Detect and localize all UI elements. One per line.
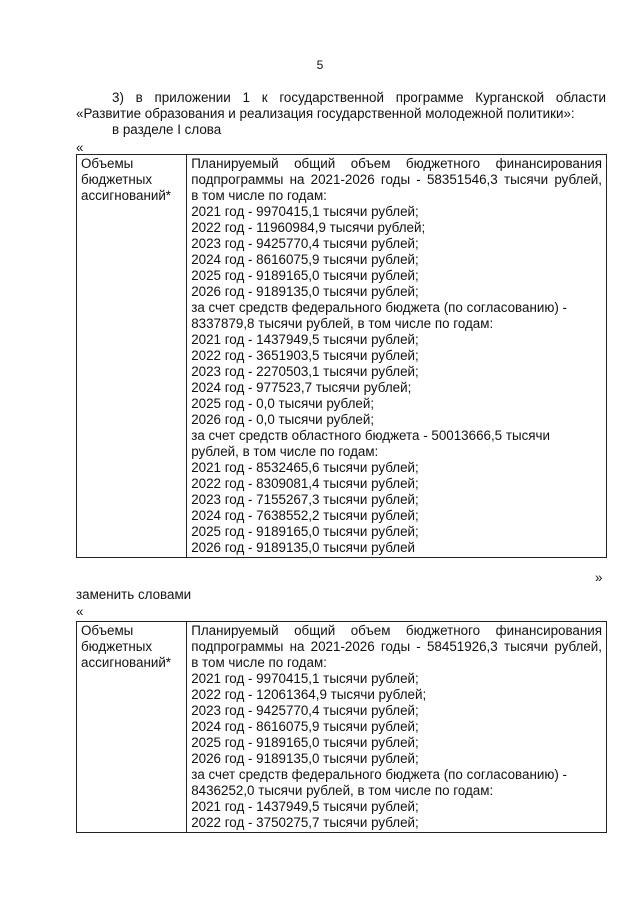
value-line: 2022 год - 3750275,7 тысячи рублей; bbox=[191, 815, 419, 830]
label-line: бюджетных bbox=[81, 639, 153, 654]
label-cell bbox=[77, 155, 187, 558]
table-row bbox=[77, 155, 607, 558]
value-line: 2024 год - 8616075,9 тысячи рублей; bbox=[191, 252, 419, 267]
value-line: 2024 год - 977523,7 тысячи рублей; bbox=[191, 380, 412, 395]
value-line: Планируемый общий объем бюджетного финансирования bbox=[191, 623, 602, 638]
old-budget-table bbox=[76, 154, 607, 558]
value-line: 2025 год - 9189165,0 тысячи рублей; bbox=[191, 268, 419, 283]
intro-line-1: 3) в приложении 1 к государственной программе Курганской области bbox=[112, 90, 606, 105]
value-line: 2022 год - 3651903,5 тысячи рублей; bbox=[191, 348, 419, 363]
replace-instruction: заменить словами bbox=[76, 587, 192, 602]
new-budget-table bbox=[76, 621, 607, 833]
value-line: подпрограммы на 2021-2026 годы - 58351546,3 тысячи рублей, bbox=[191, 172, 602, 187]
value-cell bbox=[187, 622, 607, 833]
value-line: 2023 год - 2270503,1 тысячи рублей; bbox=[191, 364, 419, 379]
value-line: подпрограммы на 2021-2026 годы - 58451926,3 тысячи рублей, bbox=[191, 639, 602, 654]
table-row bbox=[77, 622, 607, 833]
value-line: 8337879,8 тысячи рублей, в том числе по годам: bbox=[191, 316, 494, 331]
intro-line-3: в разделе I слова bbox=[112, 122, 222, 137]
label-line: бюджетных bbox=[81, 172, 153, 187]
label-line: Объемы bbox=[81, 156, 134, 171]
value-line: 2024 год - 8616075,9 тысячи рублей; bbox=[191, 719, 419, 734]
value-line: 2026 год - 0,0 тысячи рублей; bbox=[191, 412, 375, 427]
value-line: 2024 год - 7638552,2 тысячи рублей; bbox=[191, 508, 419, 523]
label-line: Объемы bbox=[81, 623, 134, 638]
value-line: 2021 год - 9970415,1 тысячи рублей; bbox=[191, 671, 419, 686]
intro-line-2: «Развитие образования и реализация государственной молодежной политики»: bbox=[76, 106, 575, 121]
value-line: за счет средств федерального бюджета (по согласованию) - bbox=[191, 300, 567, 315]
value-line: 2026 год - 9189135,0 тысячи рублей bbox=[191, 540, 416, 555]
open-quote-2: « bbox=[76, 604, 84, 619]
close-quote: » bbox=[595, 570, 603, 585]
value-line: 2025 год - 9189165,0 тысячи рублей; bbox=[191, 735, 419, 750]
value-line: 2023 год - 9425770,4 тысячи рублей; bbox=[191, 236, 419, 251]
value-line: 2023 год - 9425770,4 тысячи рублей; bbox=[191, 703, 419, 718]
value-cell bbox=[187, 155, 607, 558]
value-line: 2026 год - 9189135,0 тысячи рублей; bbox=[191, 751, 419, 766]
value-line: 2022 год - 12061364,9 тысячи рублей; bbox=[191, 687, 427, 702]
value-line: 2021 год - 1437949,5 тысячи рублей; bbox=[191, 332, 419, 347]
value-line: за счет средств областного бюджета - 50013666,5 тысячи bbox=[191, 428, 551, 443]
label-line: ассигнований* bbox=[81, 188, 172, 203]
value-line: 2022 год - 11960984,9 тысячи рублей; bbox=[191, 220, 426, 235]
value-line: в том числе по годам: bbox=[191, 188, 327, 203]
value-line: 2022 год - 8309081,4 тысячи рублей; bbox=[191, 476, 419, 491]
value-line: 2021 год - 9970415,1 тысячи рублей; bbox=[191, 204, 419, 219]
value-line: рублей, в том числе по годам: bbox=[191, 444, 379, 459]
value-line: 2025 год - 0,0 тысячи рублей; bbox=[191, 396, 375, 411]
value-line: Планируемый общий объем бюджетного финансирования bbox=[191, 156, 602, 171]
value-line: 2021 год - 1437949,5 тысячи рублей; bbox=[191, 799, 419, 814]
value-line: за счет средств федерального бюджета (по согласованию) - bbox=[191, 767, 567, 782]
value-line: 2021 год - 8532465,6 тысячи рублей; bbox=[191, 460, 419, 475]
value-line: в том числе по годам: bbox=[191, 655, 327, 670]
value-line: 2026 год - 9189135,0 тысячи рублей; bbox=[191, 284, 419, 299]
page-number: 5 bbox=[316, 58, 324, 72]
label-cell bbox=[77, 622, 187, 833]
label-line: ассигнований* bbox=[81, 655, 172, 670]
value-line: 8436252,0 тысячи рублей, в том числе по годам: bbox=[191, 783, 494, 798]
open-quote-1: « bbox=[76, 140, 84, 155]
value-line: 2025 год - 9189165,0 тысячи рублей; bbox=[191, 524, 419, 539]
value-line: 2023 год - 7155267,3 тысячи рублей; bbox=[191, 492, 419, 507]
